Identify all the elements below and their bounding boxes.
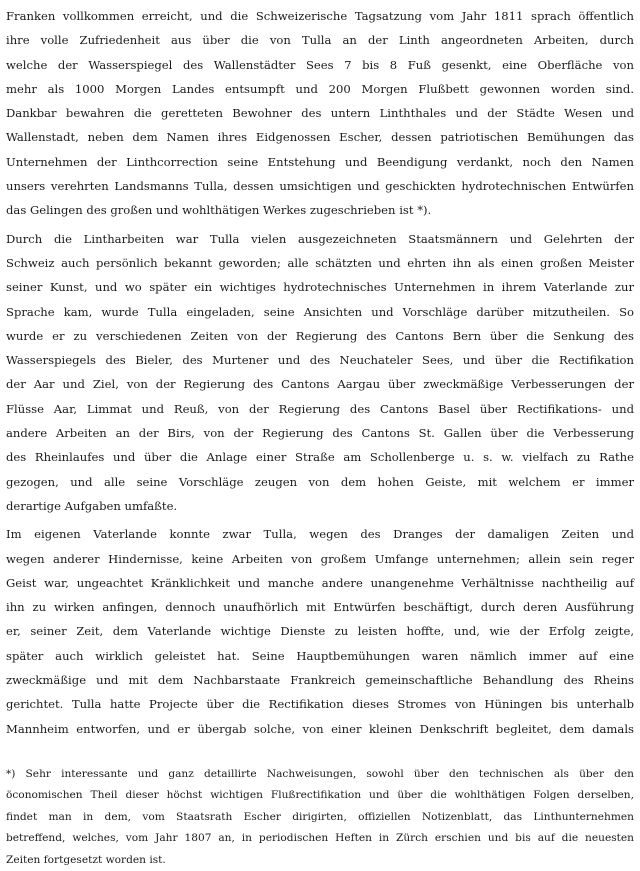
text-line: gerichtet. Tulla hatte Projecte über die Rectifikation dieses Stromes von Hüningen bis unterhalb [6,697,634,712]
text-line: derartige Aufgaben umfaßte. [6,498,178,513]
footnote-line: öconomischen Theil dieser höchst wichtigen Flußrectifikation und über die wohlthätigen Folgen derselben, [6,789,634,802]
text-line: seiner Kunst, und wo später ein wichtiges hydrotechnisches Unternehmen in ihrem Vaterlande zur [6,280,634,295]
text-line: der Aar und Ziel, von der Regierung des Cantons Aargau über zweckmäßige Verbesserungen der [6,377,634,392]
text-line: er, seiner Zeit, dem Vaterlande wichtige Dienste zu leisten hoffte, und, wie der Erfolg zeigte, [6,624,634,639]
text-line: zweckmäßige und mit dem Nachbarstaate Frankreich gemeinschaftliche Behandlung des Rheins [6,673,634,688]
text-line: Wasserspiegels des Bieler, des Murtener und des Neuchateler Sees, und über die Rectifikation [6,353,634,368]
text-line: Wallenstadt, neben dem Namen ihres Eidgenossen Escher, dessen patriotischen Bemühungen das [6,130,634,145]
text-line: Schweiz auch persönlich bekannt geworden; alle schätzten und ehrten ihn als einen großen Meister [6,255,634,270]
text-line: das Gelingen des großen und wohlthätigen Werkes zugeschrieben ist *). [6,203,432,218]
footnote-line: findet man in dem, vom Staatsrath Escher dirigirten, offiziellen Notizenblatt, das Linthunternehmen [6,810,634,823]
text-line: Flüsse Aar, Limmat und Reuß, von der Regierung des Cantons Basel über Rectifikations- und [6,401,634,416]
text-line: ihre volle Zufriedenheit aus über die von Tulla an der Linth angeordneten Arbeiten, durch [6,33,634,48]
footnote-line: *) Sehr interessante und ganz detaillirte Nachweisungen, sowohl über den technischen als über den [6,767,634,780]
text-line: ihn zu wirken anfingen, dennoch unaufhörlich mit Entwürfen beschäftigt, durch deren Ausführung [6,600,634,615]
text-line: Sprache kam, wurde Tulla eingeladen, seine Ansichten und Vorschläge darüber mitzutheilen. So [6,304,634,319]
text-line: Unternehmen der Linthcorrection seine Entstehung und Beendigung verdankt, noch den Namen [6,154,634,169]
paragraph-3 [6,522,634,741]
text-line: unsers verehrten Landsmanns Tulla, dessen umsichtigen und geschickten hydrotechnischen Entwürfen [6,179,634,194]
text-line: Durch die Lintharbeiten war Tulla vielen ausgezeichneten Staatsmännern und Gelehrten der [6,231,634,246]
footnote-line: betreffend, welches, vom Jahr 1807 an, in periodischen Heften in Zürch erschien und bis auf die neuesten [6,832,634,845]
paragraph-1 [6,4,634,223]
text-line: Geist war, ungeachtet Kränklichkeit und manche andere unangenehme Verhältnisse nachtheilig auf [6,575,634,590]
paragraph-2 [6,227,634,519]
text-line: gezogen, und alle seine Vorschläge zeugen von dem hohen Geiste, mit welchem er immer [6,474,634,489]
text-line: welche der Wasserspiegel des Wallenstädter Sees 7 bis 8 Fuß gesenkt, eine Oberfläche von [6,57,634,72]
text-line: andere Arbeiten an der Birs, von der Regierung des Cantons St. Gallen über die Verbesserung [6,426,634,441]
text-line: wurde er zu verschiedenen Zeiten von der Regierung des Cantons Bern über die Senkung des [6,328,634,343]
text-line: Dankbar bewahren die geretteten Bewohner des untern Linththales und der Städte Wesen und [6,106,634,121]
footnote-line: Zeiten fortgesetzt worden ist. [6,853,166,866]
text-line: Franken vollkommen erreicht, und die Schweizerische Tagsatzung vom Jahr 1811 sprach öffentlich [6,9,634,23]
footnote [6,764,634,871]
text-line: mehr als 1000 Morgen Landes entsumpft und 200 Morgen Flußbett gewonnen worden sind. [6,81,634,96]
text-line: des Rheinlaufes und über die Anlage einer Straße am Schollenberge u. s. w. vielfach zu Rathe [6,450,634,465]
text-line: Mannheim entworfen, und er übergab solche, von einer kleinen Denkschrift begleitet, dem damals [6,721,634,736]
text-line: später auch wirklich geleistet hat. Seine Hauptbemühungen waren nämlich immer auf eine [6,648,634,663]
text-line: wegen anderer Hindernisse, keine Arbeiten von großem Umfange unternehmen; allein sein reger [6,551,634,566]
text-line: Im eigenen Vaterlande konnte zwar Tulla, wegen des Dranges der damaligen Zeiten und [6,527,634,542]
